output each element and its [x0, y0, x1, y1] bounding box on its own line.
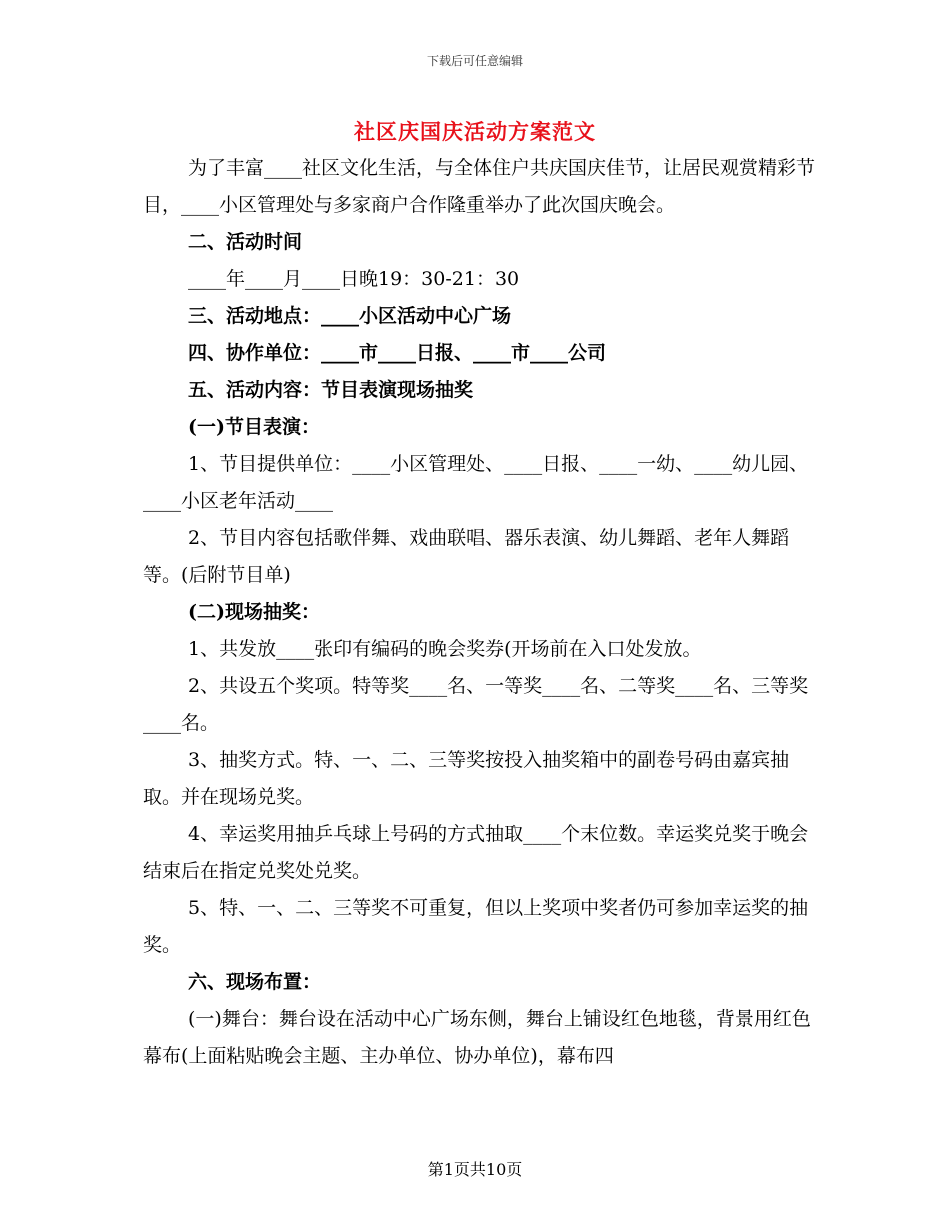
paragraph-lottery-5: 5、特、一、二、三等奖不可重复，但以上奖项中奖者仍可参加幸运奖的抽奖。	[143, 897, 809, 956]
page-header-note: 下载后可任意编辑	[426, 54, 523, 68]
paragraph-setup-stage: (一)舞台：舞台设在活动中心广场东侧，舞台上铺设红色地毯，背景用红色幕布(上面粘贴晚会主题、主办单位、协办单位)，幕布四	[143, 1008, 811, 1067]
section-heading-setup: 六、现场布置：	[188, 971, 322, 993]
paragraph-lottery-1: 1、共发放____张印有编码的晚会奖券(开场前在入口处发放。	[188, 638, 702, 660]
section-heading-time: 二、活动时间	[188, 231, 303, 253]
paragraph-lottery-3: 3、抽奖方式。特、一、二、三等奖按投入抽奖箱中的副卷号码由嘉宾抽取。并在现场兑奖。	[143, 749, 790, 808]
document-title: 社区庆国庆活动方案范文	[354, 119, 596, 144]
paragraph-intro: 为了丰富____社区文化生活，与全体住户共庆国庆佳节，让居民观赏精彩节目，____小区管理处与多家商户合作隆重举办了此次国庆晚会。	[143, 157, 816, 216]
section-heading-partners: 四、协作单位：____市____日报、____市____公司	[188, 342, 607, 364]
paragraph-performance-2: 2、节目内容包括歌伴舞、戏曲联唱、器乐表演、幼儿舞蹈、老年人舞蹈等。(后附节目单)	[143, 527, 790, 586]
paragraph-time: ____年____月____日晚19：30-21：30	[188, 268, 520, 290]
section-heading-location: 三、活动地点：____小区活动中心广场	[188, 305, 512, 327]
paragraph-lottery-2: 2、共设五个奖项。特等奖____名、一等奖____名、二等奖____名、三等奖____名。	[143, 675, 809, 734]
paragraph-lottery-4: 4、幸运奖用抽乒乓球上号码的方式抽取____个末位数。幸运奖兑奖于晚会结束后在指定兑奖处兑奖。	[143, 823, 809, 882]
page-footer: 第1页共10页	[427, 1160, 523, 1179]
section-heading-content: 五、活动内容：节目表演现场抽奖	[188, 379, 474, 401]
paragraph-performance-1: 1、节目提供单位：____小区管理处、____日报、____一幼、____幼儿园、____小区老年活动____	[143, 453, 809, 512]
subheading-lottery: (二)现场抽奖：	[188, 601, 320, 623]
subheading-performance: (一)节目表演：	[188, 416, 320, 438]
document-body	[143, 150, 823, 1075]
